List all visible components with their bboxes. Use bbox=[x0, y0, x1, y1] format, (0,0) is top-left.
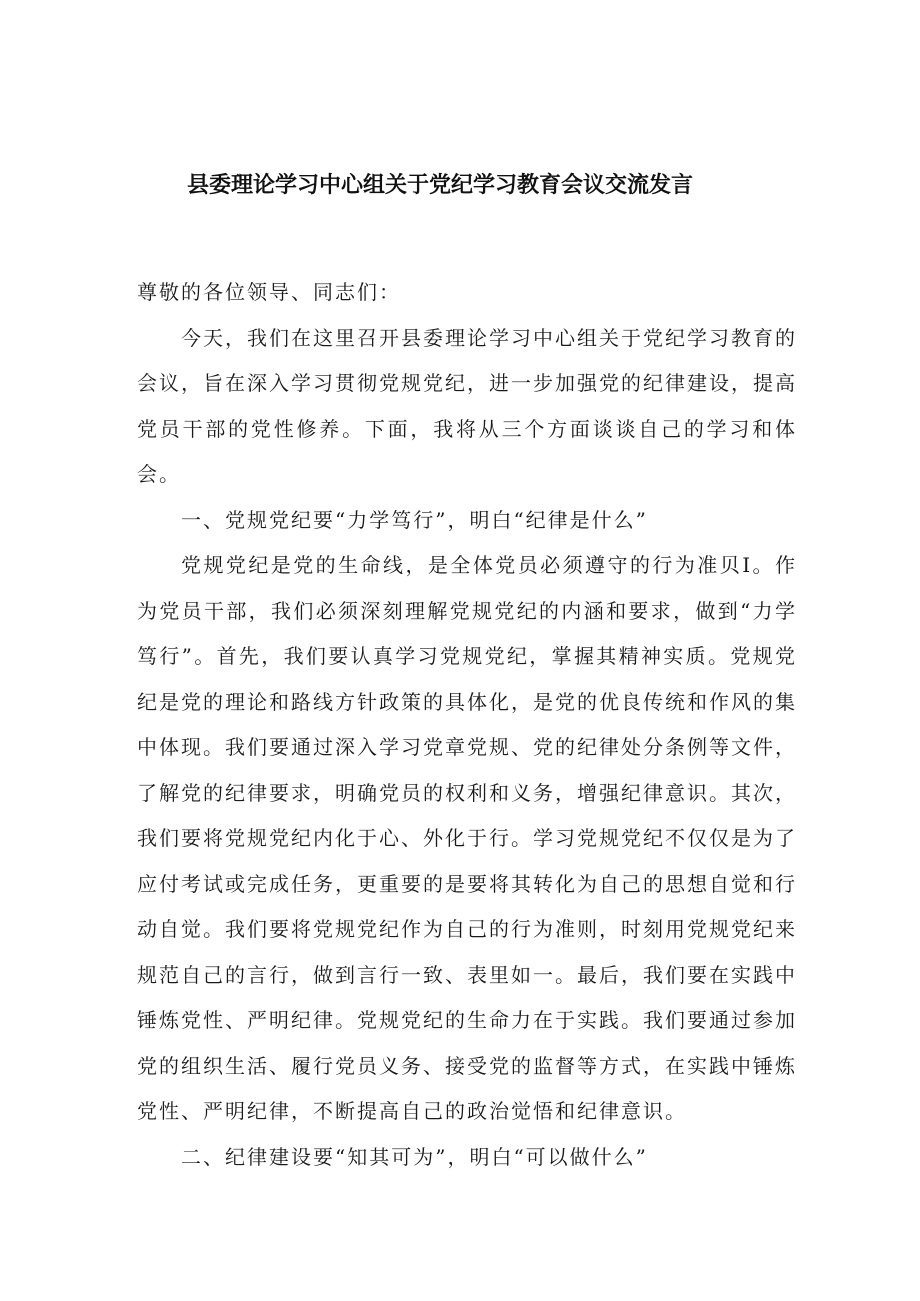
salutation: 尊敬的各位领导、同志们： bbox=[137, 280, 401, 304]
paragraph-intro: 今天，我们在这里召开县委理论学习中心组关于党纪学习教育的会议，旨在深入学习贯彻党规党纪，进一步加强党的纪律建设，提高党员干部的党性修养。下面，我将从三个方面谈谈自己的学习和体会。 bbox=[137, 325, 797, 486]
paragraph-section-1: 党规党纪是党的生命线，是全体党员必须遵守的行为准贝I。作为党员干部，我们必须深刻理解党规党纪的内涵和要求，做到“力学笃行”。首先，我们要认真学习党规党纪，掌握其精神实质。党规党纪是党的理论和路线方针政策的具体化，是党的优良传统和作风的集中体现。我们要通过深入学习党章党规、党的纪律处分条例等文件，了解党的纪律要求，明确党员的权利和义务，增强纪律意识。其次，我们要将党规党纪内化于心、外化于行。学习党规党纪不仅仅是为了应付考试或完成任务，更重要的是要将其转化为自己的思想自觉和行动自觉。我们要将党规党纪作为自己的行为准则，时刻用党规党纪来规范自己的言行，做到言行一致、表里如一。最后，我们要在实践中锤炼党性、严明纪律。党规党纪的生命力在于实践。我们要通过参加党的组织生活、履行党员义务、接受党的监督等方式，在实践中锤炼党性、严明纪律，不断提高自己的政治觉悟和纪律意识。 bbox=[137, 553, 797, 1123]
section-heading-1: 一、党规党纪要“力学笃行”，明白“纪律是什么” bbox=[181, 507, 648, 532]
document-body bbox=[137, 270, 797, 1180]
document-title: 县委理论学习中心组关于党纪学习教育会议交流发言 bbox=[186, 173, 693, 198]
section-heading-2: 二、纪律建设要“知其可为”，明白“可以做什么” bbox=[181, 1144, 648, 1169]
